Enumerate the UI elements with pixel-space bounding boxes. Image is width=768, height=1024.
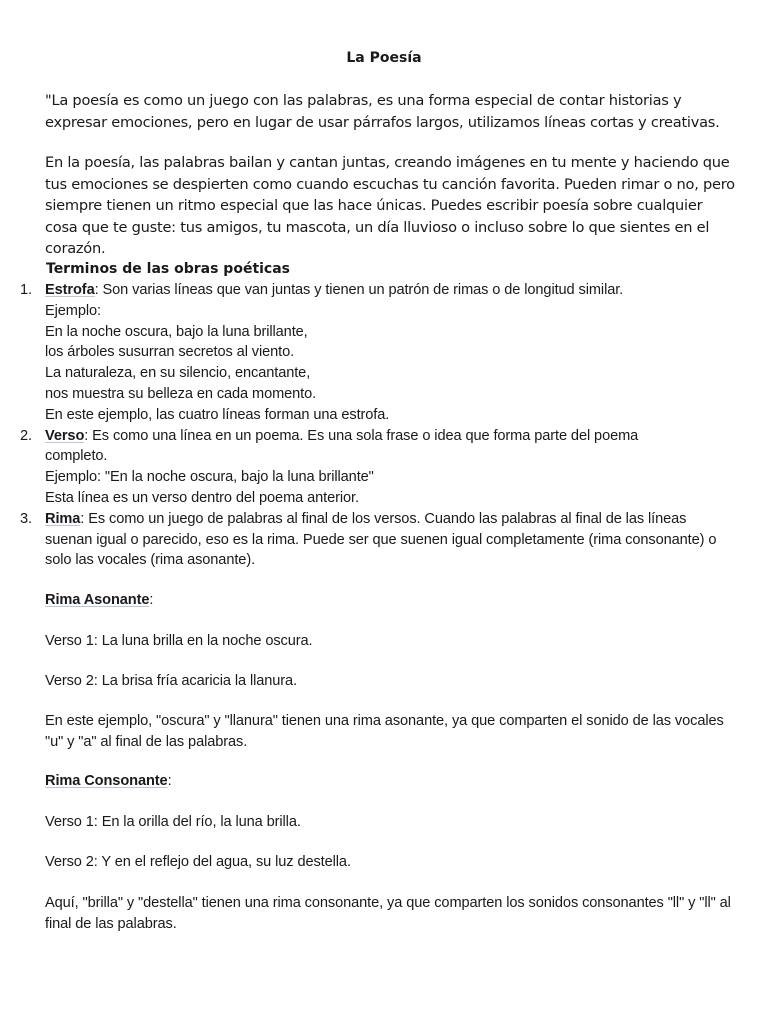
asonante-verso-2: Verso 2: La brisa fría acaricia la llanura. bbox=[45, 673, 298, 689]
term-definition: : Es como una línea en un poema. Es una sola frase o idea que forma parte del poema completo. bbox=[45, 427, 639, 465]
asonante-heading: Rima Asonante bbox=[45, 592, 150, 608]
consonante-verso-2: Verso 2: Y en el reflejo del agua, su luz destella. bbox=[45, 854, 351, 870]
list-item-estrofa bbox=[20, 280, 735, 426]
term-verso: Verso bbox=[45, 427, 85, 444]
term-definition: : Es como un juego de palabras al final de los versos. Cuando las palabras al final de las líneas suenan igual o parecido, eso es la rima. Puede ser que suenen igual completamente (rima consonante) o solo las vocales (rima asonante). bbox=[45, 510, 717, 569]
term-definition: : Son varias líneas que van juntas y tienen un patrón de rimas o de longitud similar. bbox=[94, 282, 624, 298]
consonante-heading: Rima Consonante bbox=[45, 773, 168, 789]
list-number: 2. bbox=[20, 427, 32, 444]
heading-colon: : bbox=[149, 592, 154, 608]
page-title: La Poesía bbox=[346, 50, 422, 66]
terms-list bbox=[20, 280, 735, 571]
example-line: Esta línea es un verso dentro del poema anterior. bbox=[45, 489, 359, 506]
example-line: Ejemplo: bbox=[45, 302, 101, 319]
terms-heading: Terminos de las obras poéticas bbox=[46, 261, 291, 277]
asonante-heading-row bbox=[45, 590, 735, 611]
list-item-verso bbox=[20, 426, 735, 509]
consonante-explanation: Aquí, "brilla" y "destella" tienen una rima consonante, ya que comparten los sonidos consonantes "ll" y "ll" al final de las palabras. bbox=[45, 895, 731, 932]
second-paragraph: En la poesía, las palabras bailan y cantan juntas, creando imágenes en tu mente y haciendo que tus emociones se despierten como cuando escuchas tu canción favorita. Pueden rimar o no, pero siempre tienen un ritmo especial que las hace únicas. Puedes escribir poesía sobre cualquier cosa que te guste: tus amigos, tu mascota, un día lluvioso o incluso sobre lo que sientes en el corazón. bbox=[45, 154, 735, 257]
term-rima: Rima bbox=[45, 510, 81, 527]
example-line: En este ejemplo, las cuatro líneas forman una estrofa. bbox=[45, 406, 390, 423]
asonante-verso-1: Verso 1: La luna brilla en la noche oscura. bbox=[45, 633, 313, 649]
asonante-explanation: En este ejemplo, "oscura" y "llanura" tienen una rima asonante, ya que comparten el sonido de las vocales "u" y "a" al final de las palabras. bbox=[45, 713, 724, 750]
example-line: los árboles susurran secretos al viento. bbox=[45, 344, 295, 361]
example-line: Ejemplo: "En la noche oscura, bajo la luna brillante" bbox=[45, 469, 374, 486]
list-number: 3. bbox=[20, 510, 32, 527]
consonante-verso-1: Verso 1: En la orilla del río, la luna brilla. bbox=[45, 814, 301, 830]
list-number: 1. bbox=[20, 282, 32, 298]
example-line: nos muestra su belleza en cada momento. bbox=[45, 385, 317, 402]
heading-colon: : bbox=[167, 773, 172, 789]
term-estrofa: Estrofa bbox=[45, 282, 95, 298]
consonante-heading-row bbox=[45, 771, 735, 792]
list-item-rima bbox=[20, 509, 735, 571]
example-line: En la noche oscura, bajo la luna brillante, bbox=[45, 323, 308, 340]
example-line: La naturaleza, en su silencio, encantante, bbox=[45, 365, 311, 382]
intro-paragraph: "La poesía es como un juego con las palabras, es una forma especial de contar historias y expresar emociones, pero en lugar de usar párrafos largos, utilizamos líneas cortas y creativas. bbox=[45, 92, 720, 131]
